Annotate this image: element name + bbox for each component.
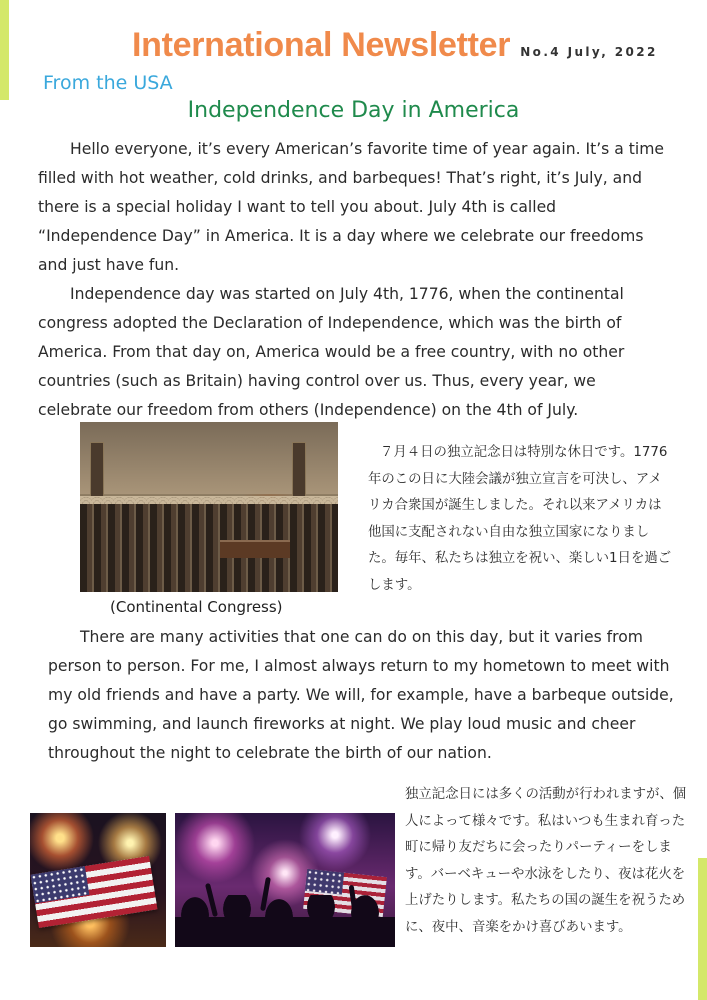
accent-bar-top — [0, 0, 9, 100]
fireworks-crowd-photo — [175, 813, 395, 947]
painting-table — [220, 540, 290, 558]
section-label: From the USA — [43, 72, 173, 94]
painting-door-left — [90, 442, 104, 497]
continental-congress-photo — [80, 422, 338, 592]
crowd-silhouettes — [175, 895, 395, 947]
masthead — [132, 26, 658, 65]
us-flag-icon — [31, 856, 158, 928]
paragraph-intro: Hello everyone, it’s every American’s favorite time of year again. It’s a time filled with hot weather, cold drinks, and barbeques! That’s right, it’s July, and there is a special holiday I want to tell you about. July 4th is called “Independence Day” in America. It is a day where we celebrate our freedoms and just have fun. — [38, 140, 664, 274]
japanese-summary-activities: 独立記念日には多くの活動が行われますが、個人によって様々です。私はいつも生まれ育った町に帰り友だちに会ったりパーティーをします。バーベキューや水泳をしたり、夜は花火を上げたりします。私たちの国の誕生を祝うために、夜中、音楽をかけ喜びあいます。 — [405, 787, 687, 935]
paragraph-activities: There are many activities that one can do on this day, but it varies from person to person. For me, I almost always return to my hometown to meet with my old friends and have a party. We will, for example, have a barbeque outside, go swimming, and launch fireworks at night. We play loud music and cheer throughout the night to celebrate the birth of our nation. — [48, 628, 674, 762]
newsletter-title: International Newsletter — [132, 26, 511, 64]
paragraph-history: Independence day was started on July 4th, 1776, when the continental congress adopted the Declaration of Independence, which was the birth of America. From that day on, America would be a free country, with no other countries (such as Britain) having control over us. Thus, every year, we celebrate our freedom from others (Independence) on the 4th of July. — [38, 285, 625, 419]
article-title: Independence Day in America — [187, 98, 520, 123]
accent-bar-bottom — [698, 858, 707, 1000]
issue-info: No.4 July, 2022 — [520, 45, 658, 59]
fireworks-flag-photo — [30, 813, 166, 947]
painting-crowd — [80, 504, 338, 592]
japanese-summary-history: ７月４日の独立記念日は特別な休日です。1776年のこの日に大陸会議が独立宣言を可決し、アメリカ合衆国が誕生しました。それ以来アメリカは他国に支配されない自由な独立国家になりました。毎年、私たちは独立を祝い、楽しい1日を過ごします。 — [368, 445, 672, 593]
photo-caption: (Continental Congress) — [110, 598, 283, 616]
painting-door-right — [292, 442, 306, 497]
